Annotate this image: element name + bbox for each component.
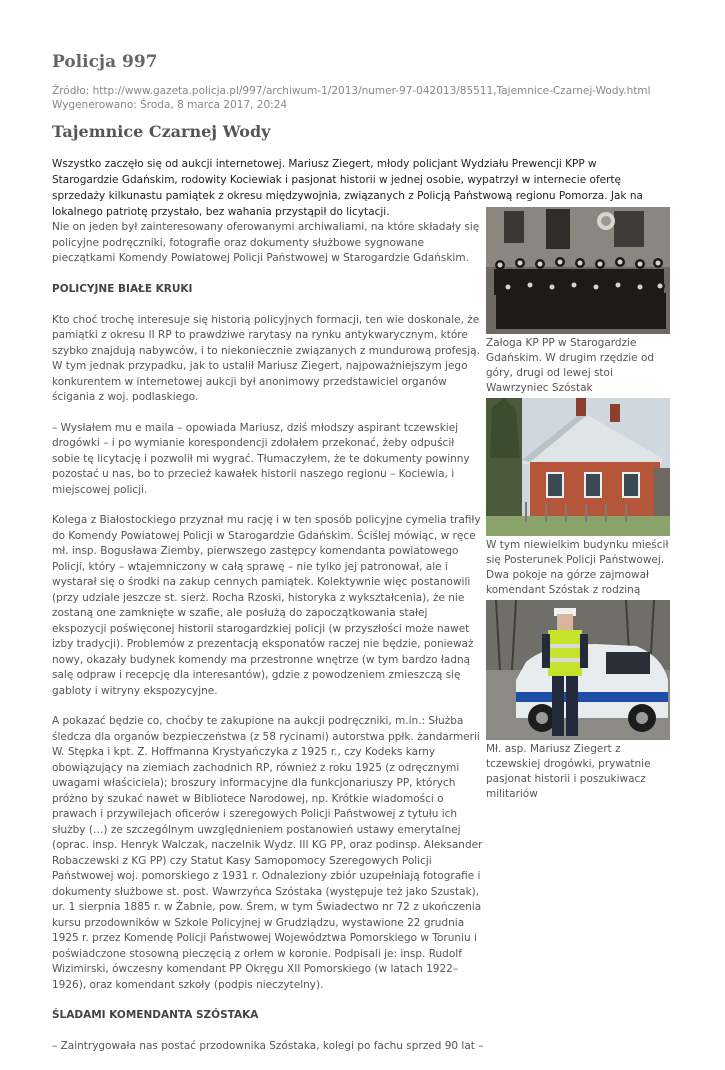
- section-heading-white-crows: POLICYJNE BIAŁE KRUKI: [52, 282, 193, 295]
- paragraph-6: – Zaintrygowała nas postać przodownika Szóstaka, kolegi po fachu sprzed 90 lat –: [52, 1040, 484, 1052]
- generated-line: Wygenerowano: Środa, 8 marca 2017, 20:24: [52, 99, 288, 111]
- paragraph-2: Kto choć trochę interesuje się historią policyjnych formacji, ten wie doskonale, że pamiątki z okresu II RP to prawdziwe rarytasy na rynku antykwarycznym, które szybko znajdują nabywców, i to niekoniecznie związanych z mundurową profesją. W tym jednak przypadku, jak to ustalił Mariusz Ziegert, najpoważniejszym jego konkurentem w internetowej aukcji był anonimowy przedstawiciel organów ścigania z woj. podlaskiego.: [52, 313, 480, 403]
- article-body: [52, 220, 484, 1070]
- figure-caption: W tym niewielkim budynku mieścił się Posterunek Policji Państwowej. Dwa pokoje na górze zajmował komendant Szóstak z rodziną: [486, 539, 669, 596]
- house-photo-image: [486, 398, 670, 536]
- paragraph-1: Nie on jeden był zainteresowany oferowanymi archiwaliami, na które składały się policyjne podręczniki, fotografie oraz dokumenty służbowe sygnowane pieczątkami Komendy Powiatowej Policji Państwowej w Starogardzie Gdańskim.: [52, 221, 480, 264]
- group-photo-image: [486, 207, 670, 334]
- article-title: Tajemnice Czarnej Wody: [52, 122, 271, 141]
- section-heading-commander: ŚLADAMI KOMENDANTA SZÓSTAKA: [52, 1009, 259, 1021]
- paragraph-4: Kolega z Białostockiego przyznał mu rację i w ten sposób policyjne cymelia trafiły do Komendy Powiatowej Policji w Starogardzie Gdańskim. Ściślej mówiąc, w ręce mł. insp. Bogusława Ziemby, pierwszego zastępcy komendanta powiatowego Policji, który – wtajemniczony w całą sprawę – nie tylko jej patronował, ale i wystarał się o środki na zakup cennych pamiątek. Kolektywnie więc postanowili (przy udziale jeszcze st. sierż. Rocha Rzoski, historyka z wykształcenia), że nie zostaną one zamknięte w szafie, ale posłużą do zapoczątkowania stałej ekspozycji poświęconej historii starogardzkiej policji (w przyszłości może nawet izby tradycji). Problemów z prezentacją eksponatów raczej nie będzie, ponieważ nowy, okazały budynek komendy ma przestronne wnętrze (w tym bardzo ładną salę odpraw i recepcję dla interesantów), gdzie z powodzeniem zmieszczą się gabloty i witryny ekspozycyjne.: [52, 514, 481, 697]
- figure-house-photo: [486, 398, 671, 598]
- figures-column: [486, 207, 671, 804]
- figure-group-photo: [486, 207, 671, 396]
- figure-officer-photo: [486, 600, 671, 802]
- article-lead: Wszystko zaczęło się od aukcji internetowej. Mariusz Ziegert, młody policjant Wydziału Prewencji KPP w Starogardzie Gdańskim, rodowity Kociewiak i pasjonat historii w jednej osobie, wypatrzył w internecie ofertę sprzedaży kilkunastu pamiątek z okresu międzywojnia, związanych z Policją Państwową regionu Pomorza. Jak na lokalnego patriotę przystało, bez wahania przystąpił do licytacji.: [52, 158, 643, 218]
- officer-photo-image: [486, 600, 670, 740]
- document-page: [52, 52, 672, 1052]
- figure-caption: Mł. asp. Mariusz Ziegert z tczewskiej drogówki, prywatnie pasjonat historii i poszukiwacz militariów: [486, 743, 651, 800]
- paragraph-3: – Wysłałem mu e maila – opowiada Mariusz, dziś młodszy aspirant tczewskiej drogówki – i po wymianie korespondencji zdołałem przekonać, żeby odpuścił sobie tę licytację i pozwolił mi wygrać. Tłumaczyłem, że te dokumenty powinny pozostać u nas, bo to przecież kawałek historii naszego regionu – Kociewia, i miejscowej policji.: [52, 421, 470, 496]
- figure-caption: Załoga KP PP w Starogardzie Gdańskim. W drugim rzędzie od góry, drugi od lewej stoi Wawrzyniec Szóstak: [486, 337, 655, 394]
- paragraph-5: A pokazać będzie co, choćby te zakupione na aukcji podręczniki, m.in.: Służba śledcza dla organów bezpieczeństwa (z 58 rycinami) autorstwa ppłk. żandarmerii W. Stępka i kpt. Z. Hoffmanna Krystyańczyka z 1925 r., czy Kodeks karny obowiązujący na ziemiach zachodnich RP, również z roku 1925 (z odręcznymi uwagami właściciela); broszury informacyjne dla funkcjonariuszy PP, których próżno by szukać nawet w Bibliotece Narodowej, np. Krótkie wiadomości o prawach i przywilejach oficerów i szeregowych Policji Państwowej z tytułu ich służby (…) ze szczególnym uwzględnieniem postanowień ustawy emerytalnej (oprac. insp. Henryk Walczak, naczelnik Wydz. III KG PP, oraz podinsp. Aleksander Robaczewski z KG PP) czy Statut Kasy Samopomocy Szeregowych Policji Państwowej woj. pomorskiego z 1931 r. Odnaleziony zbiór uzupełniają fotografie i dokumenty służbowe st. post. Wawrzyńca Szóstaka (występuje też jako Szustak), ur. 1 sierpnia 1885 r. w Żabnie, pow. Śrem, w tym Świadectwo nr 72 z ukończenia kursu przodowników w Szkole Policyjnej w Grudziądzu, wystawione 22 grudnia 1925 r. przez Komendę Policji Państwowej Województwa Pomorskiego w Toruniu i poświadczone stosowną pieczęcią z orłem w koronie. Podpisali je: insp. Rudolf Wizimirski, ówczesny komendant PP Okręgu XII Pomorskiego (w latach 1922–1926), oraz komendant szkoły (podpis nieczytelny).: [52, 715, 483, 991]
- source-line: Źródło: http://www.gazeta.policja.pl/997/archiwum-1/2013/numer-97-042013/85511,Tajemnice-Czarnej-Wody.html: [52, 85, 651, 97]
- publication-title: Policja 997: [52, 52, 158, 72]
